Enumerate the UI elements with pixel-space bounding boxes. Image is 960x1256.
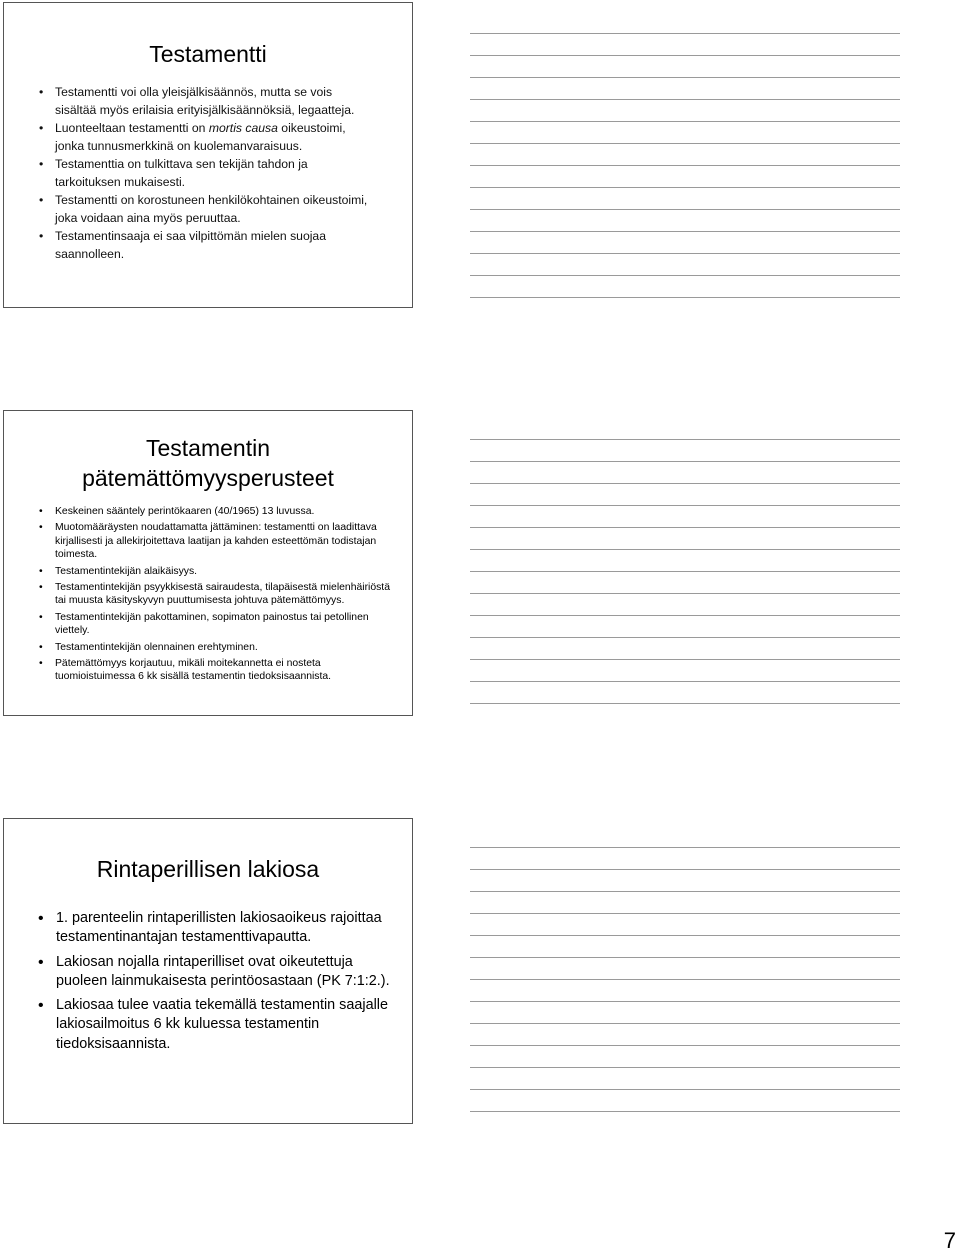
note-line — [470, 682, 900, 704]
bullet-item: • Luonteeltaan testamentti on mortis causa oikeustoimi, jonka tunnusmerkkinä on kuolemanvaraisuus. — [55, 120, 375, 155]
note-line — [470, 914, 900, 936]
note-line — [470, 594, 900, 616]
note-line — [470, 616, 900, 638]
bullet-list — [56, 909, 391, 1054]
page-number: 7 — [943, 1228, 956, 1253]
note-line — [470, 166, 900, 188]
note-line — [470, 1090, 900, 1112]
note-line — [470, 440, 900, 462]
bullet-item: • Testamentintekijän alaikäisyys. — [55, 565, 390, 578]
note-line — [470, 34, 900, 56]
note-line — [470, 848, 900, 870]
note-line — [470, 122, 900, 144]
bullet-list — [55, 84, 375, 263]
bullet-item: • Testamentti voi olla yleisjälkisäännös, mutta se vois sisältää myös erilaisia erityisjälkisäännöksiä, legaatteja. — [55, 84, 375, 119]
notes-lines — [470, 12, 900, 298]
bullet-item: • Lakiosaa tulee vaatia tekemällä testamentin saajalle lakiosailmoitus 6 kk kuluessa testamentin tiedoksisaannista. — [56, 996, 391, 1054]
note-line — [470, 506, 900, 528]
note-line — [470, 528, 900, 550]
slide-rintaperillisen-lakiosa — [3, 818, 413, 1124]
note-line — [470, 56, 900, 78]
bullet-item: • Lakiosan nojalla rintaperilliset ovat oikeutettuja puoleen lainmukaisesta perintöosastaan (PK 7:1:2.). — [56, 953, 391, 992]
slide-testamentti — [3, 2, 413, 308]
notes-lines — [470, 418, 900, 704]
slide-title — [4, 433, 412, 493]
bullet-item: • Testamentinsaaja ei saa vilpittömän mielen suojaa saannolleen. — [55, 228, 375, 263]
note-line — [470, 418, 900, 440]
note-line — [470, 254, 900, 276]
bullet-item: • Muotomääräysten noudattamatta jättäminen: testamentti on laadittava kirjallisesti ja allekirjoitettava laatijan ja kahden esteettömän todistajan toimesta. — [55, 521, 390, 561]
note-line — [470, 1068, 900, 1090]
note-line — [470, 660, 900, 682]
note-line — [470, 484, 900, 506]
bullet-item: • Testamentti on korostuneen henkilökohtainen oikeustoimi, joka voidaan aina myös peruuttaa. — [55, 192, 375, 227]
bullet-item: • Testamentintekijän pakottaminen, sopimaton painostus tai petollinen viettely. — [55, 611, 390, 638]
slide-title-text: Testamentin pätemättömyysperusteet — [82, 435, 334, 491]
note-line — [470, 12, 900, 34]
bullet-item: • Keskeinen sääntely perintökaaren (40/1965) 13 luvussa. — [55, 505, 390, 518]
note-line — [470, 210, 900, 232]
note-line — [470, 1024, 900, 1046]
note-line — [470, 1002, 900, 1024]
note-line — [470, 980, 900, 1002]
bullet-item: • Pätemättömyys korjautuu, mikäli moitekannetta ei nosteta tuomioistuimessa 6 kk sisällä testamentin tiedoksisaannista. — [55, 657, 390, 684]
slide-title: Rintaperillisen lakiosa — [96, 856, 320, 882]
note-line — [470, 572, 900, 594]
note-line — [470, 936, 900, 958]
note-line — [470, 638, 900, 660]
note-line — [470, 1046, 900, 1068]
latin-term: mortis causa — [208, 121, 278, 135]
note-line — [470, 958, 900, 980]
bullet-item: • 1. parenteelin rintaperillisten lakiosaoikeus rajoittaa testamentinantajan testamenttivapautta. — [56, 909, 391, 948]
note-line — [470, 892, 900, 914]
notes-lines — [470, 826, 900, 1112]
note-line — [470, 188, 900, 210]
bullet-item: • Testamentintekijän olennainen erehtyminen. — [55, 641, 390, 654]
note-line — [470, 232, 900, 254]
note-line — [470, 276, 900, 298]
note-line — [470, 462, 900, 484]
bullet-item: • Testamentintekijän psyykkisestä sairaudesta, tilapäisestä mielenhäiriöstä tai muusta käsityskyvyn puuttumisesta johtuva pätemättömyys. — [55, 581, 390, 608]
note-line — [470, 78, 900, 100]
note-line — [470, 826, 900, 848]
note-line — [470, 550, 900, 572]
slide-title: Testamentti — [149, 41, 267, 67]
note-line — [470, 144, 900, 166]
note-line — [470, 870, 900, 892]
bullet-item: • Testamenttia on tulkittava sen tekijän tahdon ja tarkoituksen mukaisesti. — [55, 156, 375, 191]
slide-patemattomyysperusteet — [3, 410, 413, 716]
note-line — [470, 100, 900, 122]
bullet-list — [55, 505, 390, 684]
